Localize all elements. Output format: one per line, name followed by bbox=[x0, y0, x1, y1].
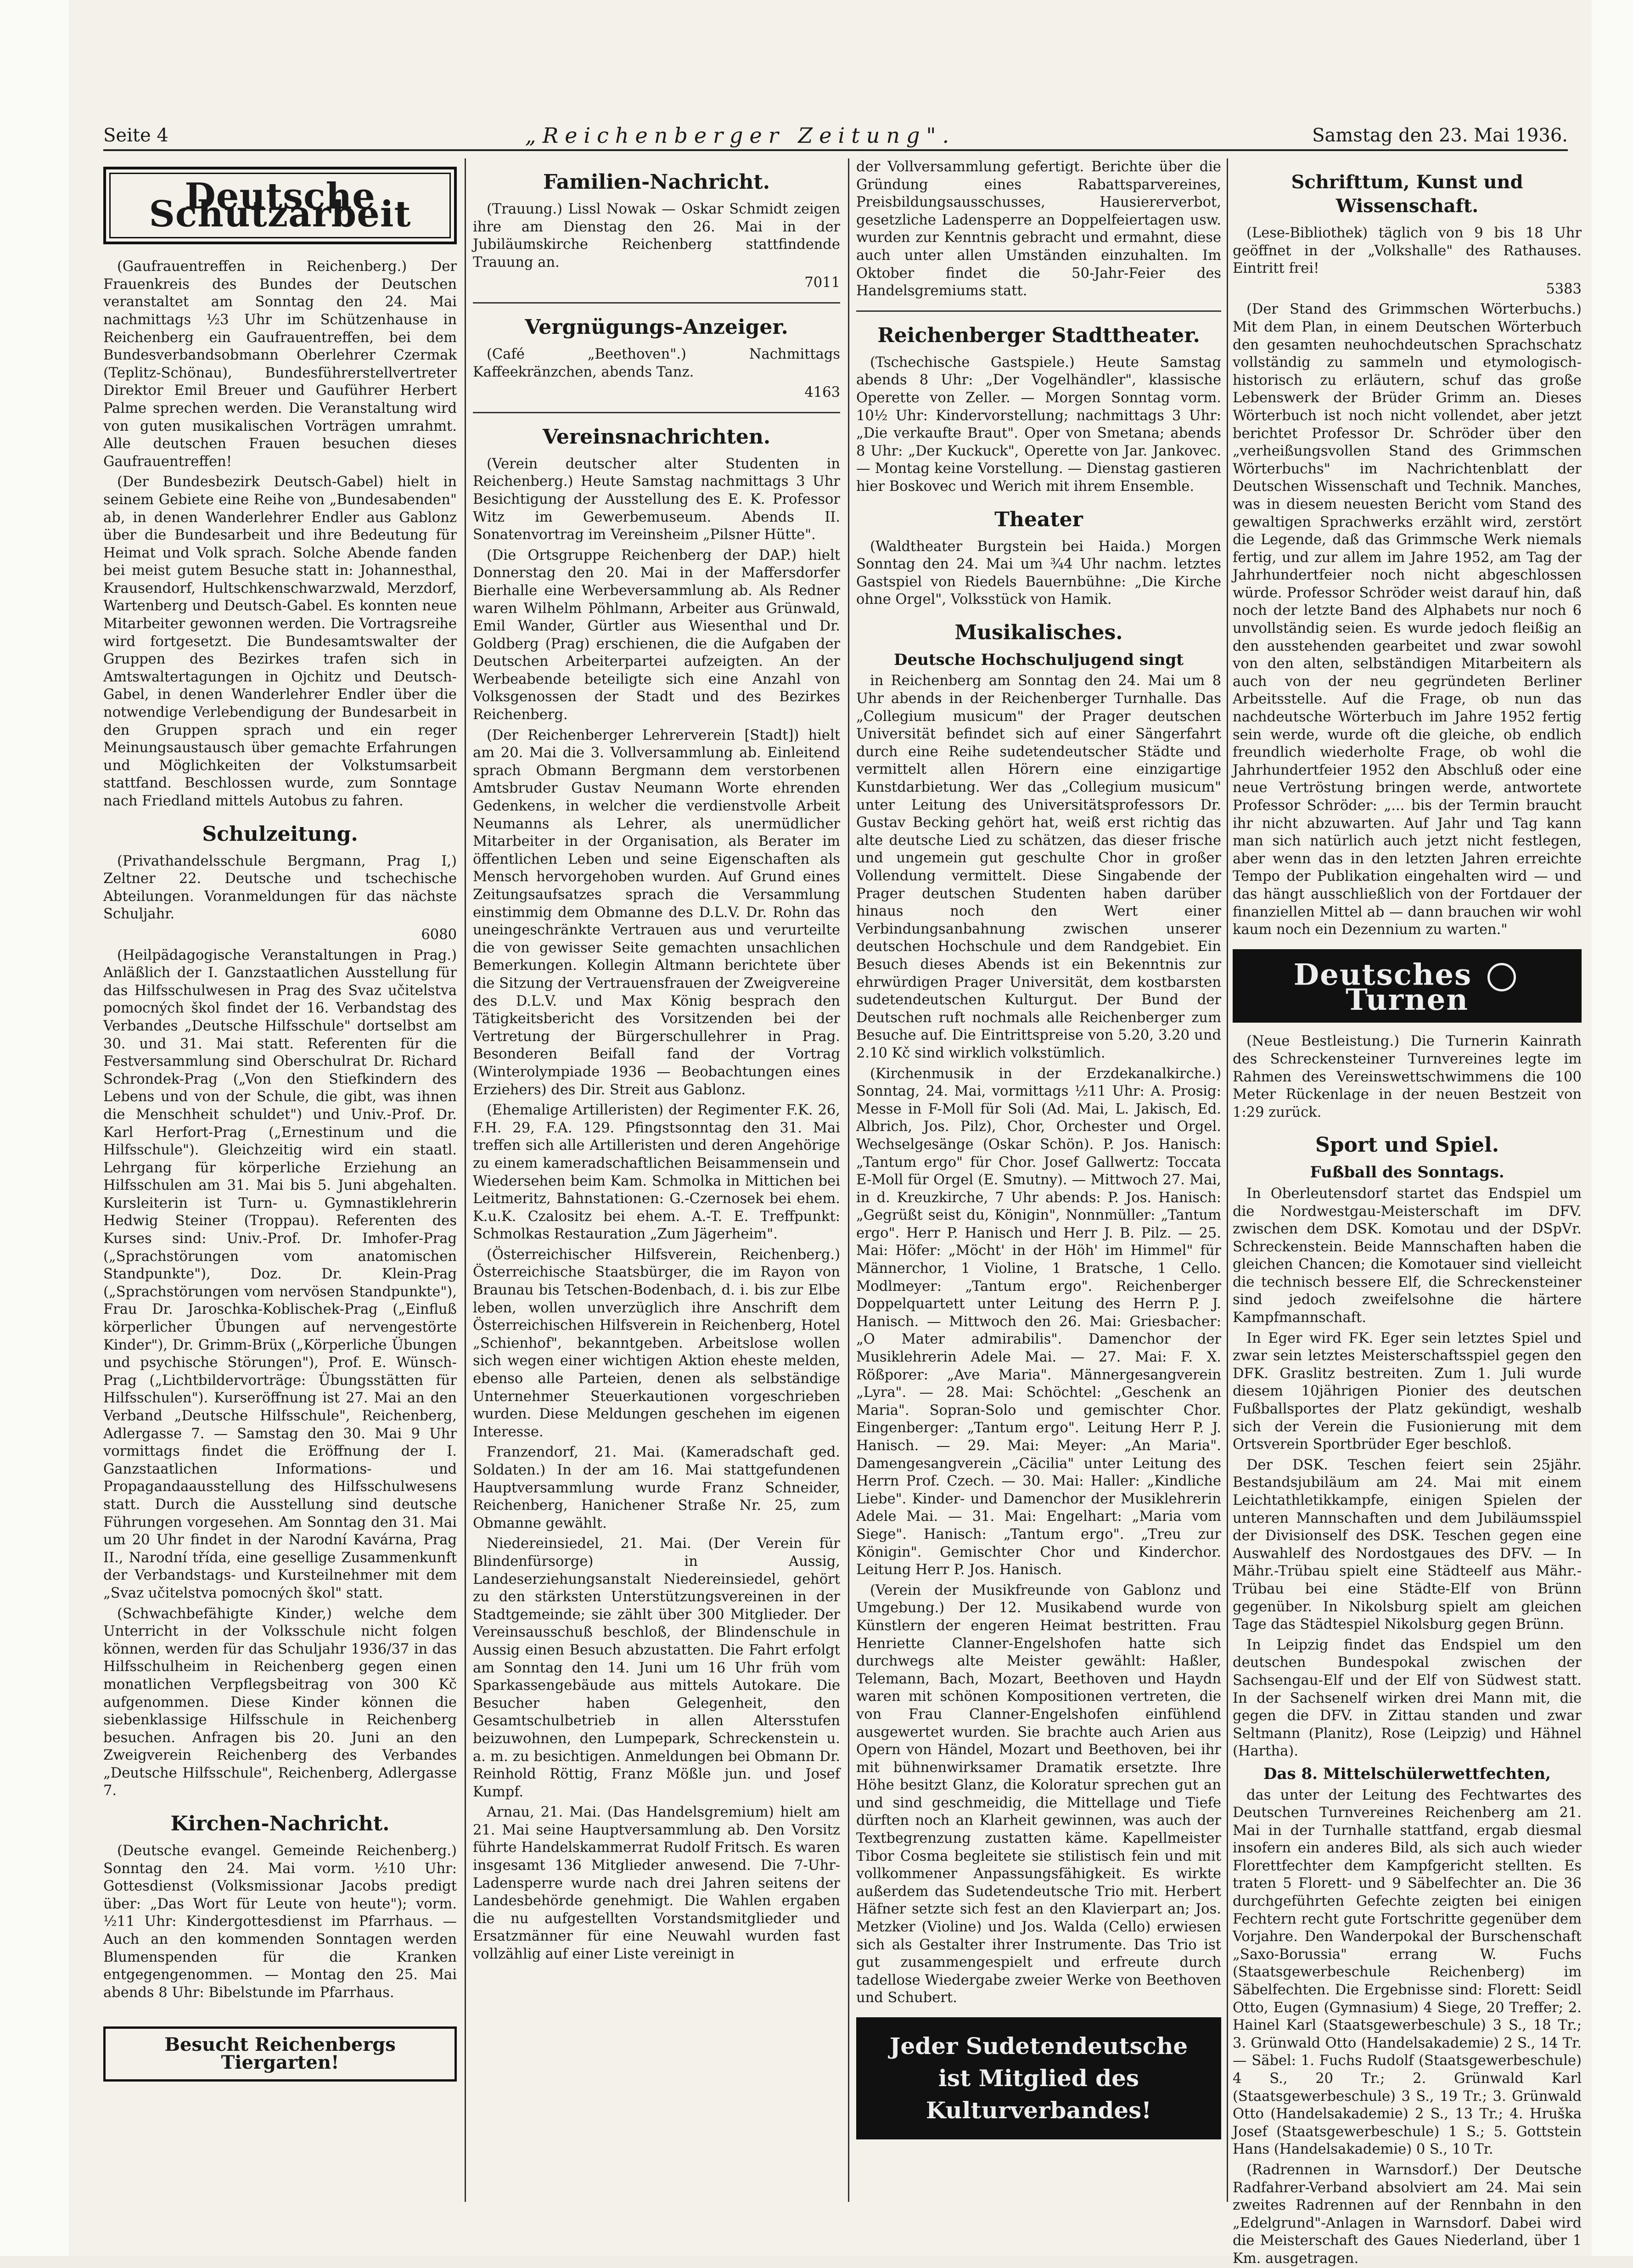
column-2 bbox=[473, 158, 840, 2202]
banner-word: Deutsches bbox=[1293, 957, 1472, 992]
right-margin bbox=[1592, 0, 1633, 2256]
article: (Schwachbefähigte Kinder,) welche dem Unterricht in der Volksschule nicht folgen können, werden für das Schuljahr 1936/37 in das Hilfsschulheim in Reichenberg gegen einen monatlichen Verpflegsbeitrag von 300 Kč aufgenommen. Diese Kinder können die siebenklassige Hilfsschule in Reichenberg besuchen. Anfragen bis 20. Juni an den Zweigverein Reichenberg des Verbandes „Deutsche Hilfsschule", Reichenberg, Adlergasse 7. bbox=[103, 1605, 457, 1799]
article: (Waldtheater Burgstein bei Haida.) Morgen Sonntag den 24. Mai um ¾4 Uhr nachm. letztes Gastspiel von Riedels Bauernbühne: „Die Kirche ohne Orgel", Volksstück von Hamik. bbox=[856, 538, 1221, 608]
ad-number: 4163 bbox=[804, 384, 840, 401]
article: (Verein der Musikfreunde von Gablonz und Umgebung.) Der 12. Musikabend wurde von Künstlern der engeren Heimat bestritten. Frau Henriette Clanner-Engelshofen hatte sich durchwegs alte Meister gewählt: Haßler, Telemann, Bach, Mozart, Beethoven und Haydn waren mit schönen Kompositionen vertreten, die von Frau Clanner-Engelshofen einfühlend ausgewertet wurden. Sie brachte auch Arien aus Opern von Händel, Mozart und Beethoven, bei ihr mit bühnenwirksamer Dramatik ersetzte. Ihre Höhe besitzt Glanz, die Koloratur sprechen gut an und sind geschmeidig, die Mittellage und Tiefe dürften noch an Klarheit gewinnen, was auch der Textbegrenzung zustatten käme. Kapellmeister Tibor Cosma begleitete sie stilistisch fein und mit vollkommener Anpassungsfähigkeit. Es wirkte außerdem das Sudetendeutsche Trio mit. Herbert Häfner setzte sich fest an den Klavierpart an; Jos. Metzker (Violine) und Jos. Walda (Cello) erwiesen sich als Gestalter ihrer Instrumente. Das Trio ist gut zusammengespielt und erfreute durch tadellose Wiedergabe zweier Werke von Beethoven und Schubert. bbox=[856, 1582, 1221, 2006]
article: der Vollversammlung gefertigt. Berichte über die Gründung eines Rabattsparvereines, Preisbildungsausschusses, Hausiererverbot, gesetzliche Ladensperre an Doppelfeiertagen usw. wurden zur Kenntnis gebracht und ermahnt, diese auch unter allen Umständen einzuhalten. Im Oktober findet die 50-Jahr-Feier des Handelsgremiums statt. bbox=[856, 159, 1221, 299]
article: (Gaufrauentreffen in Reichenberg.) Der Frauenkreis des Bundes der Deutschen veranstaltet am Sonntag den 24. Mai nachmittags ½3 Uhr im Schützenhause in Reichenberg ein Gaufrauentreffen, bei dem Bundesverbandsobmann Oberlehrer Czermak (Teplitz-Schönau), Bundesführerstellvertreter Direktor Emil Breuer und Gauführer Herbert Palme sprechen werden. Die Veranstaltung wird von guten musikalischen Vorträgen umrahmt. Alle deutschen Frauen besuchen dieses Gaufrauentreffen! bbox=[103, 259, 457, 470]
article: (Radrennen in Warnsdorf.) Der Deutsche Radfahrer-Verband absolviert am 24. Mai sein zweites Radrennen auf der Rennbahn in den „Edelgrund"-Anlagen in Warnsdorf. Dabei wird die Meisterschaft des Gaues Niederland, über 1 Km. ausgetragen. bbox=[1233, 2161, 1582, 2267]
column-4 bbox=[1233, 158, 1582, 2267]
article: In Eger wird FK. Eger sein letztes Spiel und zwar sein letztes Meisterschaftsspiel gegen den DFK. Graslitz bestreiten. Zum 1. Juli wurde diesem 10jährigen Pionier des deutschen Fußballsportes der Platz gekündigt, weshalb sich der Verein die Fusionierung mit dem Ortsverein Sportbrüder Eger beschloß. bbox=[1233, 1330, 1582, 1453]
article: (Verein deutscher alter Studenten in Reichenberg.) Heute Samstag nachmittags 3 Uhr Besichtigung der Ausstellung des E. K. Professor Witz im Gewerbemuseum. Abends II. Sonatenvortrag im Vereinsheim „Pilsner Hütte". bbox=[473, 456, 840, 543]
article: (Neue Bestleistung.) Die Turnerin Kainrath des Schreckensteiner Turnvereines legte im Rahmen des Vereinswettschwimmens die 100 Meter Rückenlage in der neuen Bestzeit von 1:29 zurück. bbox=[1233, 1033, 1582, 1120]
article-heading: Deutsche Hochschuljugend singt bbox=[893, 650, 1184, 669]
section-title: Reichenberger Stadttheater. bbox=[877, 323, 1200, 347]
article-heading: Fußball des Sonntags. bbox=[1310, 1163, 1504, 1182]
emblem-icon bbox=[1487, 963, 1516, 991]
article: (Österreichischer Hilfsverein, Reichenberg.) Österreichische Staatsbürger, die im Rayon von Braunau bis Tetschen-Bodenbach, d. i. bis zur Elbe leben, wollen unverzüglich ihre Anschrift dem Österreichischen Hilfsverein in Reichenberg, Hotel „Schienhof", bekanntgeben. Arbeitslose wollen sich wegen einer wichtigen Aktion eheste melden, ebenso alle Parteien, denen als selbständige Unternehmer Steuerkautionen vorgeschrieben wurden. Diese Meldungen geschehen im eigenen Interesse. bbox=[473, 1246, 840, 1440]
article: Franzendorf, 21. Mai. (Kameradschaft ged. Soldaten.) In der am 16. Mai stattgefundenen Hauptversammlung wurde Franz Schneider, Reichenberg, Hanichener Straße Nr. 25, zum Obmanne gewählt. bbox=[473, 1444, 840, 1531]
article: (Trauung.) Lissl Nowak — Oskar Schmidt zeigen ihre am Dienstag den 26. Mai in der Jubiläumskirche Reichenberg stattfindende Trauung an. bbox=[473, 201, 840, 270]
page-number: Seite 4 bbox=[103, 125, 168, 146]
banner-word: Turnen bbox=[1346, 982, 1469, 1017]
article: In Leipzig findet das Endspiel um den deutschen Bundespokal zwischen der Sachsengau-Elf und der Elf von Südwest statt. In der Sachsenelf wirken drei Mann mit, die gegen die DFV. in Zittau standen und zwar Seltmann (Planitz), Rose (Leipzig) und Hähnel (Hartha). bbox=[1233, 1637, 1582, 1760]
section-title: Theater bbox=[994, 507, 1083, 531]
article-heading: Das 8. Mittelschülerwettfechten, bbox=[1263, 1764, 1551, 1783]
article: (Der Stand des Grimmschen Wörterbuchs.) Mit dem Plan, in einem Deutschen Wörterbuch den gesamten neuhochdeutschen Sprachschatz vollständig zu sammeln und etymologisch-historisch zu erläutern, schuf das große Lebenswerk der Brüder Grimm an. Dieses Wörterbuch ist noch nicht vollendet, aber jetzt berichtet Professor Dr. Schröder über den „verheißungsvollen Stand des Grimmschen Wörterbuchs" im Nachrichtenblatt der Deutschen Wissenschaft und Technik. Manches, was in diesem neuesten Bericht vom Stand des gewaltigen Sprachwerks erzählt wird, zerstört die Legende, daß das Grimmsche Werk niemals fertig, und zur allem im Jahre 1952, am Tag der Jahrhundertfeier noch nicht abgeschlossen würde. Professor Schröder weist darauf hin, daß noch der letzte Band des Alphabets nur noch 6 unvollständig seien. Es wurde jedoch fleißig an den ausstehenden gearbeitet und zwar sowohl von den alten, selbständigen Mitarbeitern als auch von der neu gegründeten Berliner Arbeitsstelle. Auf die Frage, ob nun das nachdeutsche Wörterbuch im Jahre 1952 fertig sein werde, wurde oft die gleiche, ob endlich freundlich wiederholte Frage, ob wohl die Jahrhundertfeier 1952 den Abschluß oder eine neue Vertröstung bringen werde, antwortete Professor Schröder: „... bis der Termin braucht ihr nicht abzuwarten. Auf Jahr und Tag kann man sich natürlich auch jetzt nicht festlegen, aber wenn das in den letzten Jahren erreichte Tempo der Publikation eingehalten wird — und das hängt ausschließlich von der Fortdauer der finanziellen Mittel ab — dann brauchen wir wohl kaum noch ein Dezennium zu warten." bbox=[1233, 301, 1582, 938]
ad-line: ist Mitglied des Kulturverbandes! bbox=[926, 2065, 1152, 2124]
article: (Der Bundesbezirk Deutsch-Gabel) hielt in seinem Gebiete eine Reihe von „Bundesabenden" ab, in denen Wanderlehrer Endler aus Gablonz über die Bundesarbeit und ihre Bedeutung für Heimat und Volk sprach. Solche Abende fanden bei meist gutem Besuche statt in: Johannesthal, Krausendorf, Hultschkenschwarzwald, Merzdorf, Wartenberg und Deutsch-Gabel. Es konnten neue Mitarbeiter gewonnen werden. Die Vortragsreihe wird fortgesetzt. Die Bundesamtswalter der Gruppen des Bezirkes trafen sich in Amtswaltertagungen in Ojchitz und Deutsch-Gabel, in denen Wanderlehrer Endler über die notwendige Verlebendigung der Bundesarbeit in den Gruppen sprach und ein reger Meinungsaustausch über gemachte Erfahrungen und Möglichkeiten der Volkstumsarbeit stattfand. Beschlossen wurde, zum Sonntage nach Friedland mittels Autobus zu fahren. bbox=[103, 474, 457, 809]
article: das unter der Leitung des Fechtwartes des Deutschen Turnvereines Reichenberg am 21. Mai in der Turnhalle stattfand, ergab diesmal insofern ein anderes Bild, als sich auch wieder Florettfechter dem Kampfgericht stellten. Es traten 5 Florett- und 9 Säbelfechter an. Die 36 durchgeführten Gefechte zeigten bei einigen Fechtern recht gute Fortschritte gegenüber dem Vorjahre. Den Wanderpokal der Burschenschaft „Saxo-Borussia" errang W. Fuchs (Staatsgewerbeschule Reichenberg) im Säbelfechten. Die Ergebnisse sind: Florett: Seidl Otto, Eugen (Gymnasium) 4 Siege, 20 Treffer; 2. Hainel Karl (Staatsgewerbeschule) 3 S., 18 Tr.; 3. Grünwald Otto (Handelsakademie) 2 S., 14 Tr. — Säbel: 1. Fuchs Rudolf (Staatsgewerbeschule) 4 S., 20 Tr.; 2. Grünwald Karl (Staatsgewerbeschule) 3 S., 19 Tr.; 3. Grünwald Otto (Handelsakademie) 2 S., 13 Tr.; 4. Hruška Josef (Staatsgewerbeschule) 1 S.; 5. Gottstein Hans (Handelsakademie) 0 S., 10 Tr. bbox=[1233, 1787, 1582, 2158]
article: (Kirchenmusik in der Erzdekanalkirche.) Sonntag, 24. Mai, vormittags ½11 Uhr: A. Prosig: Messe in F-Moll für Soli (Ad. Mai, L. Jakisch, Ed. Albrich, Jos. Pilz), Chor, Orchester und Orgel. Wechselgesänge (Oskar Schön). P. Jos. Hanisch: „Tantum ergo" für Chor. Josef Gallwertz: Toccata E-Moll für Orgel (E. Smutny). — Mittwoch 27. Mai, in d. Kreuzkirche, 7 Uhr abends: P. Jos. Hanisch: „Gegrüßt seist du, Königin", Nonnmüller: „Tantum ergo". Herr P. Hanisch und Herr J. B. Pilz. — 25. Mai: Höfer: „Möcht' in der Höh' im Himmel" für Männerchor, 1 Violine, 1 Bratsche, 1 Cello. Modlmeyer: „Tantum ergo". Reichenberger Doppelquartett unter Leitung des Herrn P. J. Hanisch. — Mittwoch den 26. Mai: Griesbacher: „O Mater admirabilis". Damenchor der Musiklehrerin Adele Mai. — 27. Mai: F. X. Rößporer: „Ave Maria". Männergesangverein „Lyra". — 28. Mai: Schöchtel: „Geschenk an Maria". Sopran-Solo und gemischter Chor. Eingenberger: „Tantum ergo". Leitung Herr P. J. Hanisch. — 29. Mai: Meyer: „An Maria". Damengesangverein „Cäcilia" unter Leitung des Herrn Prof. Czech. — 30. Mai: Haller: „Kindliche Liebe". Kinder- und Damenchor der Musiklehrerin Adele Mai. — 31. Mai: Engelhart: „Maria vom Siege". Hanisch: „Tantum ergo". „Treu zur Königin". Gemischter Chor und Kinderchor. Leitung Herr P. Jos. Hanisch. bbox=[856, 1065, 1221, 1578]
article: (Die Ortsgruppe Reichenberg der DAP.) hielt Donnerstag den 20. Mai in der Maffersdorfer Bierhalle eine Werbeversammlung ab. Als Redner waren Wilhelm Pöhlmann, Arbeiter aus Grünwald, Emil Wander, Gürtler aus Wiesenthal und Dr. Goldberg (Prag) erschienen, die die Aufgaben der Deutschen Arbeiterpartei aufzeigten. An der Werbeabende beteiligte sich eine Anzahl von Volksgenossen der Stadt und des Bezirkes Reichenberg. bbox=[473, 547, 840, 723]
article: (Heilpädagogische Veranstaltungen in Prag.) Anläßlich der I. Ganzstaatlichen Ausstellung für das Hilfsschulwesen in Prag des Svaz učitelstva pomocných škol findet der 16. Verbandstag des Verbandes „Deutsche Hilfsschule" dortselbst am 30. und 31. Mai statt. Referenten für die Festversammlung sind Oberschulrat Dr. Richard Schrondek-Prag („Von den Stiefkindern des Lebens und von der Schule, die gibt, was ihnen die Menschheit schuldet") und Univ.-Prof. Dr. Karl Herfort-Prag („Ernestinum und die Hilfsschule"). Gleichzeitig wird ein staatl. Lehrgang für körperliche Erziehung an Hilfsschulen am 31. Mai bis 5. Juni abgehalten. Kursleiterin ist Turn- u. Gymnastiklehrerin Hedwig Steiner (Troppau). Referenten des Kurses sind: Univ.-Prof. Dr. Imhofer-Prag („Sprachstörungen vom anatomischen Standpunkte"), Doz. Dr. Klein-Prag („Sprachstörungen vom nervösen Standpunkte"), Frau Dr. Jaroschka-Koblischek-Prag („Einfluß körperlicher Übungen auf nervengestörte Kinder"), Dr. Grimm-Brüx („Körperliche Übungen und psychische Störungen"), Prof. E. Wünsch-Prag („Lichtbildervorträge: Übungsstätten für Hilfsschulen"). Kurseröffnung ist 27. Mai an den Verband „Deutsche Hilfsschule", Reichenberg, Adlergasse 7. — Samstag den 30. Mai 9 Uhr vormittags findet die Eröffnung der I. Ganzstaatlichen Informations- und Propagandaausstellung des Hilfsschulwesens statt. Durch die Ausstellung sind deutsche Führungen vorgesehen. Am Sonntag den 31. Mai um 20 Uhr findet in der Narodní Kavárna, Prag II., Narodní třída, eine gesellige Zusammenkunft der Verbandstags- und Kursteilnehmer mit dem „Svaz učitelstva pomocných škol" statt. bbox=[103, 947, 457, 1601]
section-title: Schrifttum, Kunst und Wissenschaft. bbox=[1291, 171, 1523, 217]
article: Niedereinsiedel, 21. Mai. (Der Verein für Blindenfürsorge) in Aussig, Landeserziehungsanstalt Niedereinsiedel, gehört zu den stärksten Unterstützungsvereinen in der Stadtgemeinde; sie zählt über 300 Mitglieder. Der Vereinsausschuß beschloß, der Blindenschule in Aussig einen Besuch abzustatten. Die Fahrt erfolgt am Sonntag den 14. Juni um 16 Uhr früh vom Sparkassengebäude aus mittels Autokare. Die Besucher haben Gelegenheit, den Gesamtschulbetrieb in allen Altersstufen beizuwohnen, den Lumpepark, Schreckenstein u. a. m. zu besichtigen. Anmeldungen bei Obmann Dr. Reinhold Röttig, Franz Mößle jun. und Josef Kumpf. bbox=[473, 1536, 840, 1800]
ad-number: 7011 bbox=[804, 275, 840, 291]
section-title: Sport und Spiel. bbox=[1315, 1133, 1499, 1157]
article: (Der Reichenberger Lehrerverein [Stadt]) hielt am 20. Mai die 3. Vollversammlung ab. Einleitend sprach Obmann Bergmann dem verstorbenen Amtsbruder Gustav Neumann Worte ehrenden Gedenkens, in welcher die verdienstvolle Arbeit Neumanns als Lehrer, als unermüdlicher Mitarbeiter in der Organisation, als Berater im öffentlichen Leben und seine Eigenschaften als Mensch hervorgehoben wurden. Auf Grund eines Zeitungsaufsatzes sprach die Versammlung einstimmig dem Obmanne des D.L.V. Dr. Rohn das uneingeschränkte Vertrauen aus und verurteilte die von gewisser Seite gemachten unsachlichen Bemerkungen. Kollegin Altmann berichtete über die Sitzung der Vertrauensfrauen der Zweigvereine des D.L.V. und Max König besprach den Tätigkeitsbericht des Vorsitzenden bei der Vertretung der Bürgerschullehrer in Prag. Besonderen Beifall fand der Vortrag (Winterolympiade 1936 — Beobachtungen eines Erziehers) des Dir. Streit aus Gablonz. bbox=[473, 727, 840, 1098]
turnen-banner bbox=[1233, 949, 1582, 1023]
column-1 bbox=[103, 158, 457, 2202]
article: (Privathandelsschule Bergmann, Prag I,) Zeltner 22. Deutsche und tschechische Abteilungen. Voranmeldungen für das nächste Schuljahr. bbox=[103, 853, 457, 923]
column-divider bbox=[465, 158, 466, 2202]
section-title: Vergnügungs-Anzeiger. bbox=[525, 315, 788, 339]
ad-number: 5383 bbox=[1546, 281, 1582, 297]
section-title: Kirchen-Nachricht. bbox=[170, 1812, 390, 1836]
article: (Café „Beethoven".) Nachmittags Kaffeekränzchen, abends Tanz. bbox=[473, 346, 840, 380]
article: (Deutsche evangel. Gemeinde Reichenberg.) Sonntag den 24. Mai vorm. ½10 Uhr: Gottesdienst (Volksmissionar Jacobs predigt über: „Das Wort für Leute von heute"); vorm. ½11 Uhr: Kindergottesdienst im Pfarrhaus. — Auch an den kommenden Sonntagen werden Blumenspenden für die Kranken entgegengenommen. — Montag den 25. Mai abends 8 Uhr: Bibelstunde im Pfarrhaus. bbox=[103, 1843, 457, 2001]
article: In Oberleutensdorf startet das Endspiel um die Nordwestgau-Meisterschaft im DFV. zwischen dem DSK. Komotau und der DSpVr. Schreckenstein. Beide Mannschaften haben die gleichen Chancen; die Komotauer sind vielleicht die technisch bessere Elf, die Schreckensteiner sind jedoch zweifelsohne die härtere Kampfmannschaft. bbox=[1233, 1185, 1582, 1326]
article: (Lese-Bibliothek) täglich von 9 bis 18 Uhr geöffnet in der „Volkshalle" des Rathauses. Eintritt frei! bbox=[1233, 225, 1582, 277]
ad-line: Jeder Sudetendeutsche bbox=[889, 2032, 1188, 2060]
article: Arnau, 21. Mai. (Das Handelsgremium) hielt am 21. Mai seine Hauptversammlung ab. Den Vorsitz führte Handelskammerrat Rudolf Fritsch. Es waren insgesamt 136 Mitglieder anwesend. Die 7-Uhr-Ladensperre wurde nach drei Jahren seitens der Landesbehörde genehmigt. Die Wahlen ergaben die nu aufgestellten Vorstandsmitglieder und Ersatzmänner für eine Neuwahl wurden fast vollzählig auf einer Liste vereinigt in bbox=[473, 1804, 840, 1963]
left-margin bbox=[0, 0, 69, 2256]
article: (Ehemalige Artilleristen) der Regimenter F.K. 26, F.H. 29, F.A. 129. Pfingstsonntag den 31. Mai treffen sich alle Artilleristen und deren Angehörige zu einem kameradschaftlichen Beisammensein und Wiedersehen beim Kam. Schmolka in Mittichen bei Leitmeritz, Bahnstationen: G.-Czernosek bei ehem. K.u.K. Czalositz bei ehem. A.-T. E. Treffpunkt: Schmolkas Restauration „Zum Jägerheim". bbox=[473, 1102, 840, 1243]
section-title: Vereinsnachrichten. bbox=[542, 425, 771, 449]
section-title: Musikalisches. bbox=[954, 620, 1123, 644]
section-title: Familien-Nachricht. bbox=[543, 170, 770, 194]
column-divider bbox=[848, 158, 849, 2202]
article: (Tschechische Gastspiele.) Heute Samstag abends 8 Uhr: „Der Vogelhändler", klassische Operette von Zeller. — Morgen Sonntag vorm. 10½ Uhr: Kindervorstellung; nachmittags 3 Uhr: „Die verkaufte Braut". Oper von Smetana; abends 8 Uhr: „Der Kuckuck", Operette von Jar. Jankovec. — Montag keine Vorstellung. — Dienstag gastieren hier Boskovec und Werich mit ihrem Ensemble. bbox=[856, 354, 1221, 495]
tiergarten-ad: Besucht Reichenbergs Tiergarten! bbox=[103, 2026, 457, 2081]
column-divider bbox=[1227, 158, 1228, 2202]
article: Der DSK. Teschen feiert sein 25jähr. Bestandsjubiläum am 24. Mai mit einem Leichtathletikkampfe, einigen Spielen der unteren Mannschaften und dem Jubiläumsspiel der Divisionself des DSK. Teschen gegen eine Auswahlelf des Nordostgaues des DFV. — In Mähr.-Trübau spielt eine Städteelf aus Mähr.-Trübau bei eine Städte-Elf von Brünn gegenüber. In Nikolsburg spielt am gleichen Tage das Städtespiel Nikolsburg gegen Brünn. bbox=[1233, 1457, 1582, 1633]
page-header bbox=[103, 122, 1568, 151]
issue-date: Samstag den 23. Mai 1936. bbox=[1312, 125, 1568, 146]
section-masthead: Deutsche Schutzarbeit bbox=[103, 167, 457, 244]
kulturverband-ad bbox=[856, 2017, 1221, 2139]
newspaper-title: „Reichenberger Zeitung". bbox=[525, 123, 956, 148]
article: in Reichenberg am Sonntag den 24. Mai um 8 Uhr abends in der Reichenberger Turnhalle. Das „Collegium musicum" der Prager deutschen Universität befindet sich auf einer Sängerfahrt durch eine Reihe sudetendeutscher Städte und vermittelt allen Hörern eine einzigartige Kunstdarbietung. Wer das „Collegium musicum" unter Leitung des Universitätsprofessors Dr. Gustav Becking gehört hat, weiß erst richtig das alte deutsche Lied zu schätzen, das dieser frische und ungemein gut geschulte Chor in großer Vollendung vermittelt. Diese Singabende der Prager deutschen Studenten haben darüber hinaus noch den Wert einer Verbindungsanbahnung zwischen unserer deutschen Hochschule und dem Randgebiet. Ein Besuch dieses Abends ist ein Bekenntnis zur ehrwürdigen Prager Universität, dem kostbarsten sudetendeutschen Kulturgut. Der Bund der Deutschen ruft nochmals alle Reichenberger zum Besuche auf. Die Eintrittspreise von 5.20, 3.20 und 2.10 Kč sind wirklich volkstümlich. bbox=[856, 673, 1221, 1061]
ad-number: 6080 bbox=[421, 926, 457, 943]
column-3 bbox=[856, 158, 1221, 2202]
section-title: Schulzeitung. bbox=[202, 822, 358, 846]
